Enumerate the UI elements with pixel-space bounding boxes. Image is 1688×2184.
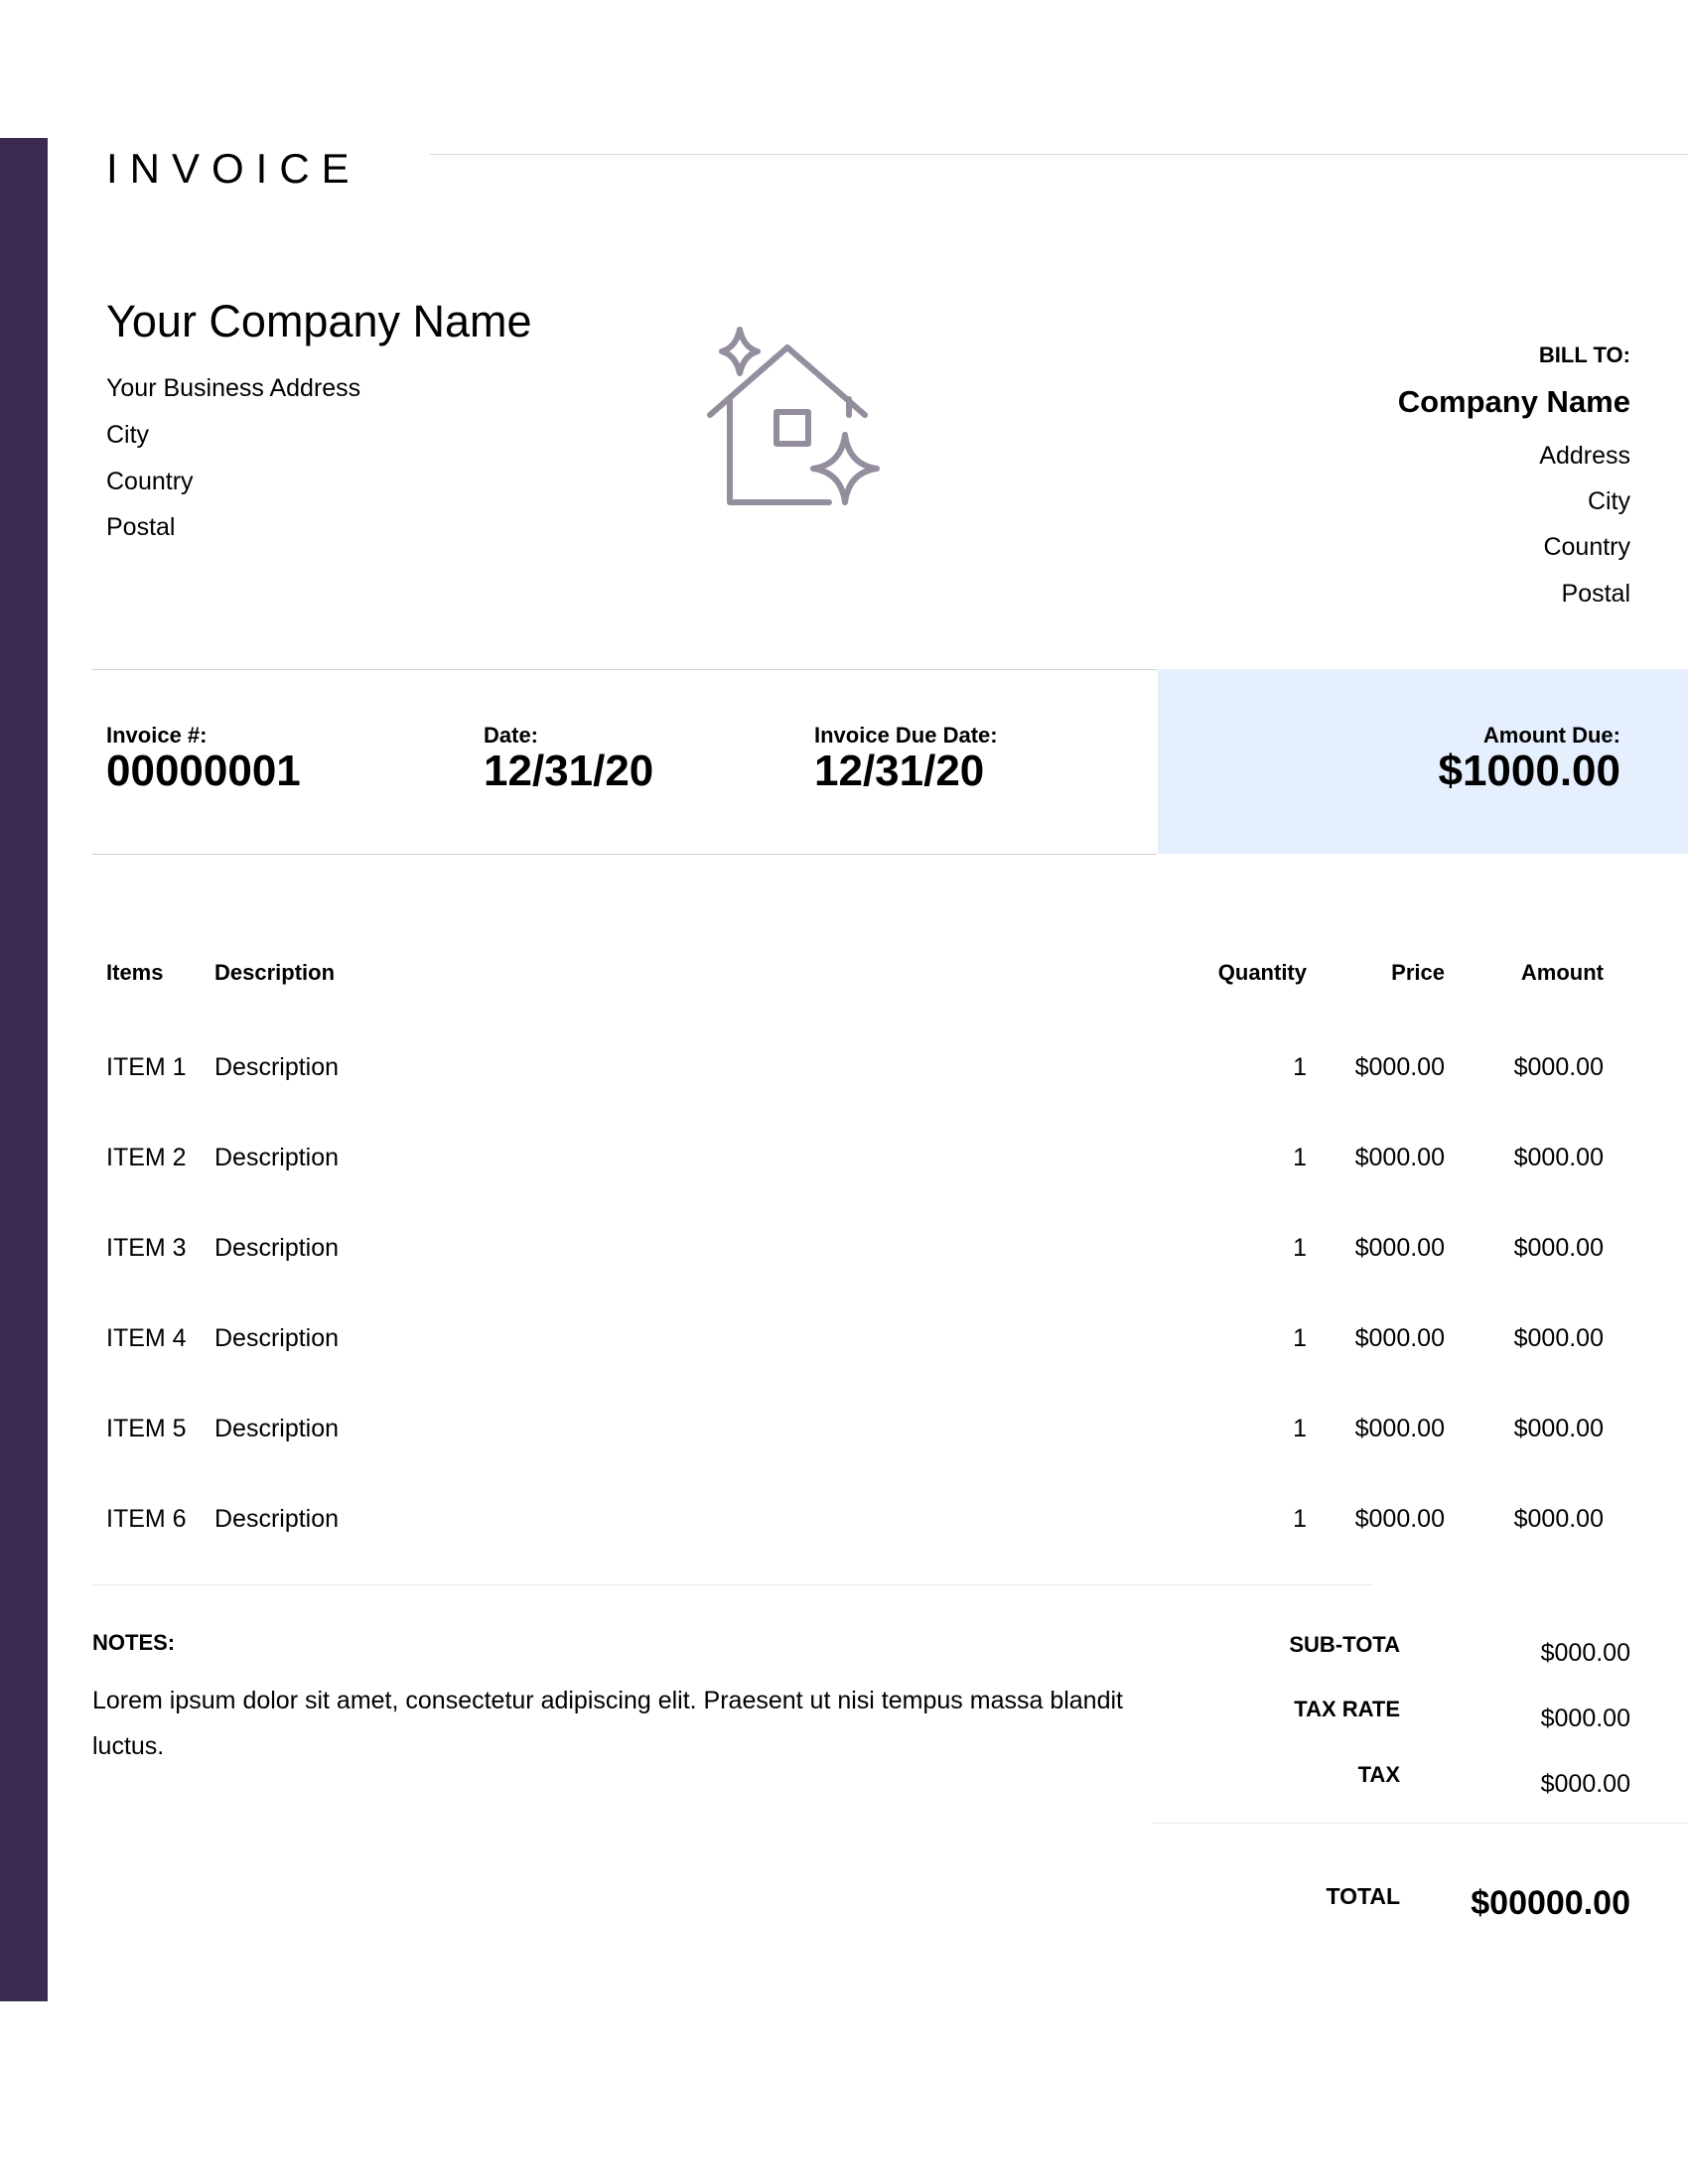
- row-amount: $000.00: [1513, 1505, 1604, 1533]
- tax-rate-value: $000.00: [1540, 1705, 1630, 1732]
- row-item: ITEM 6: [106, 1505, 187, 1533]
- bill-to-postal: Postal: [1561, 580, 1630, 608]
- sender-address: Your Business Address: [106, 374, 361, 402]
- row-amount: $000.00: [1513, 1144, 1604, 1171]
- row-description: Description: [214, 1144, 340, 1171]
- invoice-date: 12/31/20: [484, 747, 654, 795]
- row-price: $000.00: [1354, 1415, 1445, 1442]
- row-price: $000.00: [1354, 1505, 1445, 1533]
- bill-to-address: Address: [1539, 442, 1630, 470]
- column-header-price: Price: [1391, 960, 1445, 985]
- tax-rate-label: TAX RATE: [1294, 1697, 1400, 1721]
- row-quantity: 1: [1293, 1053, 1307, 1081]
- column-header-quantity: Quantity: [1217, 960, 1307, 985]
- subtotal-label: SUB-TOTA: [1289, 1632, 1400, 1657]
- notes-text: Lorem ipsum dolor sit amet, consectetur adipiscing elit. Praesent ut nisi tempus massa blandit luctus.: [92, 1687, 1123, 1760]
- bill-to-city: City: [1587, 487, 1630, 515]
- sender-country: Country: [106, 468, 194, 495]
- row-price: $000.00: [1354, 1053, 1445, 1081]
- invoice-number: 00000001: [106, 747, 301, 795]
- row-description: Description: [214, 1234, 340, 1262]
- subtotal-value: $000.00: [1540, 1639, 1630, 1667]
- row-amount: $000.00: [1513, 1234, 1604, 1262]
- row-item: ITEM 5: [106, 1415, 187, 1442]
- notes-label: NOTES:: [92, 1630, 176, 1655]
- row-item: ITEM 4: [106, 1324, 187, 1352]
- bill-to-company-name: Company Name: [1397, 384, 1630, 419]
- row-description: Description: [214, 1053, 340, 1081]
- column-header-amount: Amount: [1520, 960, 1604, 985]
- row-price: $000.00: [1354, 1324, 1445, 1352]
- row-price: $000.00: [1354, 1144, 1445, 1171]
- sidebar-accent-bar: [0, 138, 48, 2001]
- row-item: ITEM 1: [106, 1053, 187, 1081]
- tax-value: $000.00: [1540, 1770, 1630, 1798]
- invoice-number-label: Invoice #:: [106, 723, 208, 748]
- row-description: Description: [214, 1505, 340, 1533]
- row-item: ITEM 2: [106, 1144, 187, 1171]
- sender-city: City: [106, 421, 150, 449]
- row-amount: $000.00: [1513, 1324, 1604, 1352]
- row-description: Description: [214, 1415, 340, 1442]
- row-description: Description: [214, 1324, 340, 1352]
- row-quantity: 1: [1293, 1505, 1307, 1533]
- tax-label: TAX: [1357, 1762, 1400, 1787]
- row-quantity: 1: [1293, 1234, 1307, 1262]
- bill-to-label: BILL TO:: [1538, 342, 1630, 367]
- column-header-description: Description: [214, 960, 336, 985]
- due-date-label: Invoice Due Date:: [814, 723, 998, 748]
- items-divider: [92, 1584, 1373, 1585]
- due-date: 12/31/20: [814, 747, 985, 795]
- amount-due-value: $1000.00: [1438, 747, 1620, 795]
- row-amount: $000.00: [1513, 1053, 1604, 1081]
- row-quantity: 1: [1293, 1324, 1307, 1352]
- bill-to-country: Country: [1543, 533, 1630, 561]
- page-title: INVOICE: [106, 145, 361, 192]
- total-label: TOTAL: [1326, 1883, 1400, 1909]
- row-price: $000.00: [1354, 1234, 1445, 1262]
- row-amount: $000.00: [1513, 1415, 1604, 1442]
- row-quantity: 1: [1293, 1415, 1307, 1442]
- header-divider: [430, 154, 1688, 155]
- sender-company-name: Your Company Name: [106, 296, 532, 346]
- row-quantity: 1: [1293, 1144, 1307, 1171]
- amount-due-label: Amount Due:: [1482, 723, 1620, 748]
- house-sparkle-icon: [700, 318, 899, 516]
- sender-postal: Postal: [106, 513, 176, 541]
- column-header-items: Items: [106, 960, 164, 985]
- row-item: ITEM 3: [106, 1234, 187, 1262]
- total-value: $00000.00: [1471, 1884, 1630, 1922]
- date-label: Date:: [484, 723, 539, 748]
- summary-divider: [1152, 1823, 1688, 1824]
